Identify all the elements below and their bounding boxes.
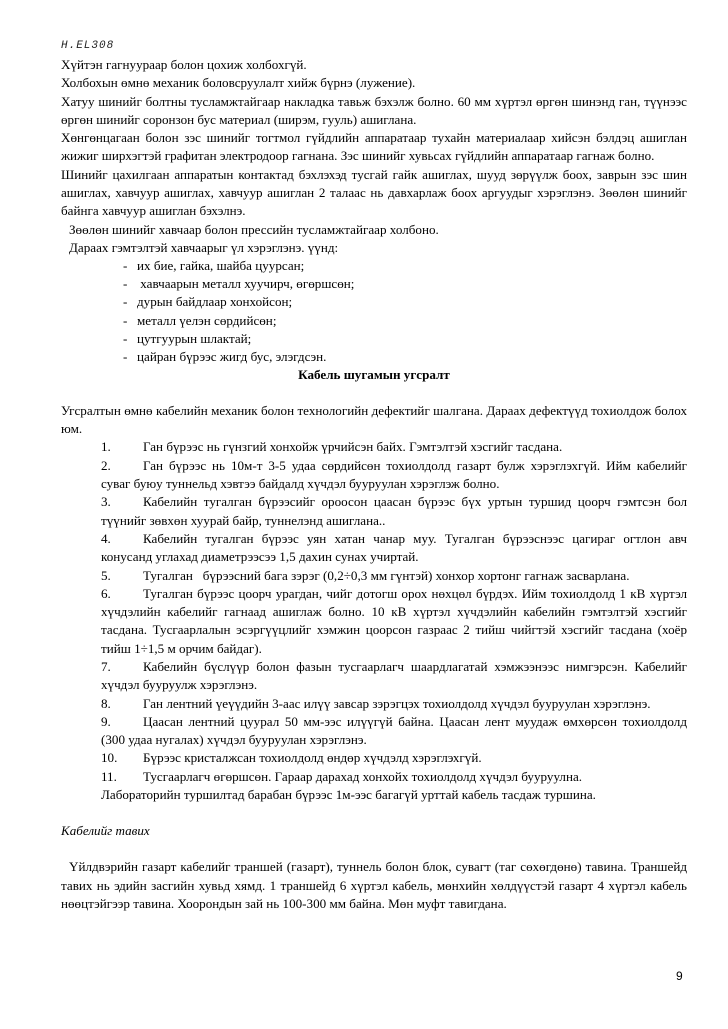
cable-laying-paragraph: Үйлдвэрийн газарт кабелийг траншей (газарт), туннель болон блок, сувагт (таг сөхөгдөнө) тавина. Траншейд тавих нь эдийн засгийн хувьд хямд. 1 траншейд 6 хүртэл кабель, мөнхийн хөлдүүстэй газарт 4 хүртэл кабель нөөцтэйгээр тавина. Хоорондын зай нь 100-300 мм байна. Мөн муфт тавигдана. — [61, 859, 687, 911]
item-number: 5. — [101, 567, 111, 583]
item-text: Ган бүрээс нь 10м-т 3-5 удаа сөрдийсөн тохиолдолд газарт булж хэрэглэхгүй. Ийм кабелийг суваг буюу туннельд хэвтээ байдалд хүчдэл бууруулан хэрэглэж болно. — [101, 457, 687, 492]
dash-bullet: - — [123, 312, 128, 328]
spacer — [61, 840, 687, 858]
item-number: 10. — [101, 750, 118, 766]
dash-bullet: - — [123, 258, 128, 274]
intro-paragraph-7: Дараах гэмтэлтэй хавчаарыг үл хэрэглэнэ. үүнд: — [69, 239, 339, 255]
list-item — [61, 493, 687, 530]
item-number: 2. — [101, 457, 111, 473]
list-item — [61, 713, 687, 750]
list-item — [61, 348, 687, 366]
item-text: Кабелийн тугалган бүрээсийг ороосон цаасан бүрээс бүх уртын туршид цоорч гэмтсэн бол түүнийг зөвхөн хуурай байр, туннелэнд ашиглана.. — [101, 494, 687, 528]
defect-text: дурын байдлаар хонхойсон; — [137, 294, 293, 310]
dash-bullet: - — [123, 348, 128, 364]
section-title-cable-laying: Кабелийг тавих — [61, 823, 150, 839]
item-text: Ган бүрээс нь гүнзгий хонхойж үрчийсэн байх. Гэмтэлтэй хэсгийг тасдана. — [143, 439, 563, 455]
item-text: Тугалган бүрээс цоорч урагдан, чийг дотогш орох нөхцөл бүрдэх. Ийм тохиолдолд 1 кВ хүртэл хүчдэлийн кабелийг гагнаад ашиглаж болно. 10 кВ хүртэл хүчдэлийн кабелийн гэмтэлтэй хэсгийг тасдана. Тусгаарлалын эсэргүүцлийг хэмжин цоорсон газраас 2 тийш чийгтэй хэсгийг тасдана (хоёр тийш 1÷1,5 м орчим байдаг). — [101, 585, 687, 656]
item-text: Ган лентний үеүүдийн 3-аас илүү завсар зэрэгцэх тохиолдолд хүчдэл бууруулан хэрэглэнэ. — [143, 695, 651, 711]
list-item — [61, 457, 687, 494]
item-text: Кабелийн бүслүүр болон фазын тусгаарлагч шаардлагатай хэмжээнээс нимгэрсэн. Кабелийг хүчдэл бууруулж хэрэглэнэ. — [101, 658, 687, 693]
list-item — [61, 438, 687, 456]
item-number: 3. — [101, 494, 111, 510]
cable-defect-list — [61, 438, 687, 804]
defect-text: цутгуурын шлактай; — [137, 330, 252, 346]
lab-note: Лабораторийн туршилтад барабан бүрээс 1м-ээс багагүй урттай кабель тасдаж туршина. — [101, 787, 596, 803]
dash-bullet: - — [123, 294, 128, 310]
item-text: Бүрээс кристалжсан тохиолдолд өндөр хүчдэлд хэрэглэхгүй. — [143, 750, 482, 766]
list-item — [61, 567, 687, 585]
intro-paragraph-6: Зөөлөн шинийг хавчаар болон прессийн тусламжтайгаар холбоно. — [69, 221, 439, 237]
document-code: H.EL308 — [61, 40, 115, 52]
list-item — [61, 312, 687, 330]
item-number: 6. — [101, 585, 111, 601]
defect-text: металл үелэн сөрдийсөн; — [137, 312, 277, 328]
defect-list — [61, 257, 687, 366]
list-item — [61, 257, 687, 275]
item-number: 9. — [101, 713, 111, 729]
page-number: 9 — [676, 969, 683, 983]
item-text: Цаасан лентний цуурал 50 мм-ээс илүүгүй байна. Цаасан лент муудаж өмхөрсөн тохиолдолд (300 удаа нугалах) хүчдэл бууруулан хэрэглэнэ. — [101, 713, 687, 748]
list-item — [61, 293, 687, 311]
item-number: 11. — [101, 768, 117, 784]
spacer — [61, 804, 687, 822]
intro-paragraph-5: Шинийг цахилгаан аппаратын контактад бэхлэхэд тусгай гайк ашиглах, шууд зөрүүлж боох, заврын зэс шин ашиглах, хавчуур ашиглах, хавчуур ашиглан 2 талаас нь давхарлаж боох аргуудыг хэрэглэнэ. Зөөлөн шинийг байнга хавчуур ашиглан бэхэлнэ. — [61, 166, 687, 219]
item-number: 1. — [101, 439, 111, 455]
list-item — [61, 695, 687, 713]
list-item — [61, 530, 687, 567]
item-number: 4. — [101, 530, 111, 546]
defect-text: хавчаарын металл хуучирч, өгөршсөн; — [137, 276, 355, 292]
document-page — [61, 38, 687, 913]
item-number: 8. — [101, 695, 111, 711]
item-text: Тугалган бүрээсний бага зэрэг (0,2÷0,3 мм гүнтэй) хонхор хортонг гагнаж засварлана. — [143, 567, 630, 583]
list-item — [61, 330, 687, 348]
dash-bullet: - — [123, 330, 128, 346]
cable-intro-paragraph: Угсралтын өмнө кабелийн механик болон технологийн дефектийг шалгана. Дараах дефектүүд тохиолдож болох юм. — [61, 402, 687, 437]
list-item — [61, 768, 687, 786]
defect-text: их бие, гайка, шайба цуурсан; — [137, 258, 305, 274]
item-text: Тусгаарлагч өгөршсөн. Гараар дарахад хонхойх тохиолдолд хүчдэл бууруулна. — [143, 768, 583, 784]
intro-paragraph-2: Холбохын өмнө механик боловсруулалт хийж бүрнэ (лужение). — [61, 75, 416, 91]
intro-paragraph-3: Хатуу шинийг болтны тусламжтайгаар накладка тавьж бэхэлж болно. 60 мм хүртэл өргөн шинэнд ган, түүнээс өргөн шинийг соронзон бус материал (ширэм, гууль) ашиглана. — [61, 93, 687, 127]
intro-paragraph-4: Хөнгөнцагаан болон зэс шинийг тогтмол гүйдлийн аппаратаар тухайн материалаар хийсэн бэлдэц ашиглан жижиг ширхэгтэй графитан электродоор гагнана. Зэс шинийг хувьсах гүйдлийн аппаратаар гагнаж болно. — [61, 130, 687, 164]
item-text: Кабелийн тугалган бүрээс уян хатан чанар муу. Тугалган бүрээснээс цагираг огтлон авч конусанд углахад диаметрээсээ 1,5 дахин сунах учиртай. — [101, 530, 687, 565]
list-item — [61, 275, 687, 293]
item-number: 7. — [101, 658, 111, 674]
section-title-cable-installation: Кабель шугамын угсралт — [298, 366, 450, 382]
list-item — [61, 658, 687, 695]
list-item — [61, 585, 687, 658]
list-item — [61, 749, 687, 767]
defect-text: цайран бүрээс жигд бус, элэгдсэн. — [137, 348, 327, 364]
dash-bullet: - — [123, 276, 128, 292]
spacer — [61, 384, 687, 402]
intro-paragraph-1: Хүйтэн гагнуураар болон цохиж холбохгүй. — [61, 57, 307, 72]
